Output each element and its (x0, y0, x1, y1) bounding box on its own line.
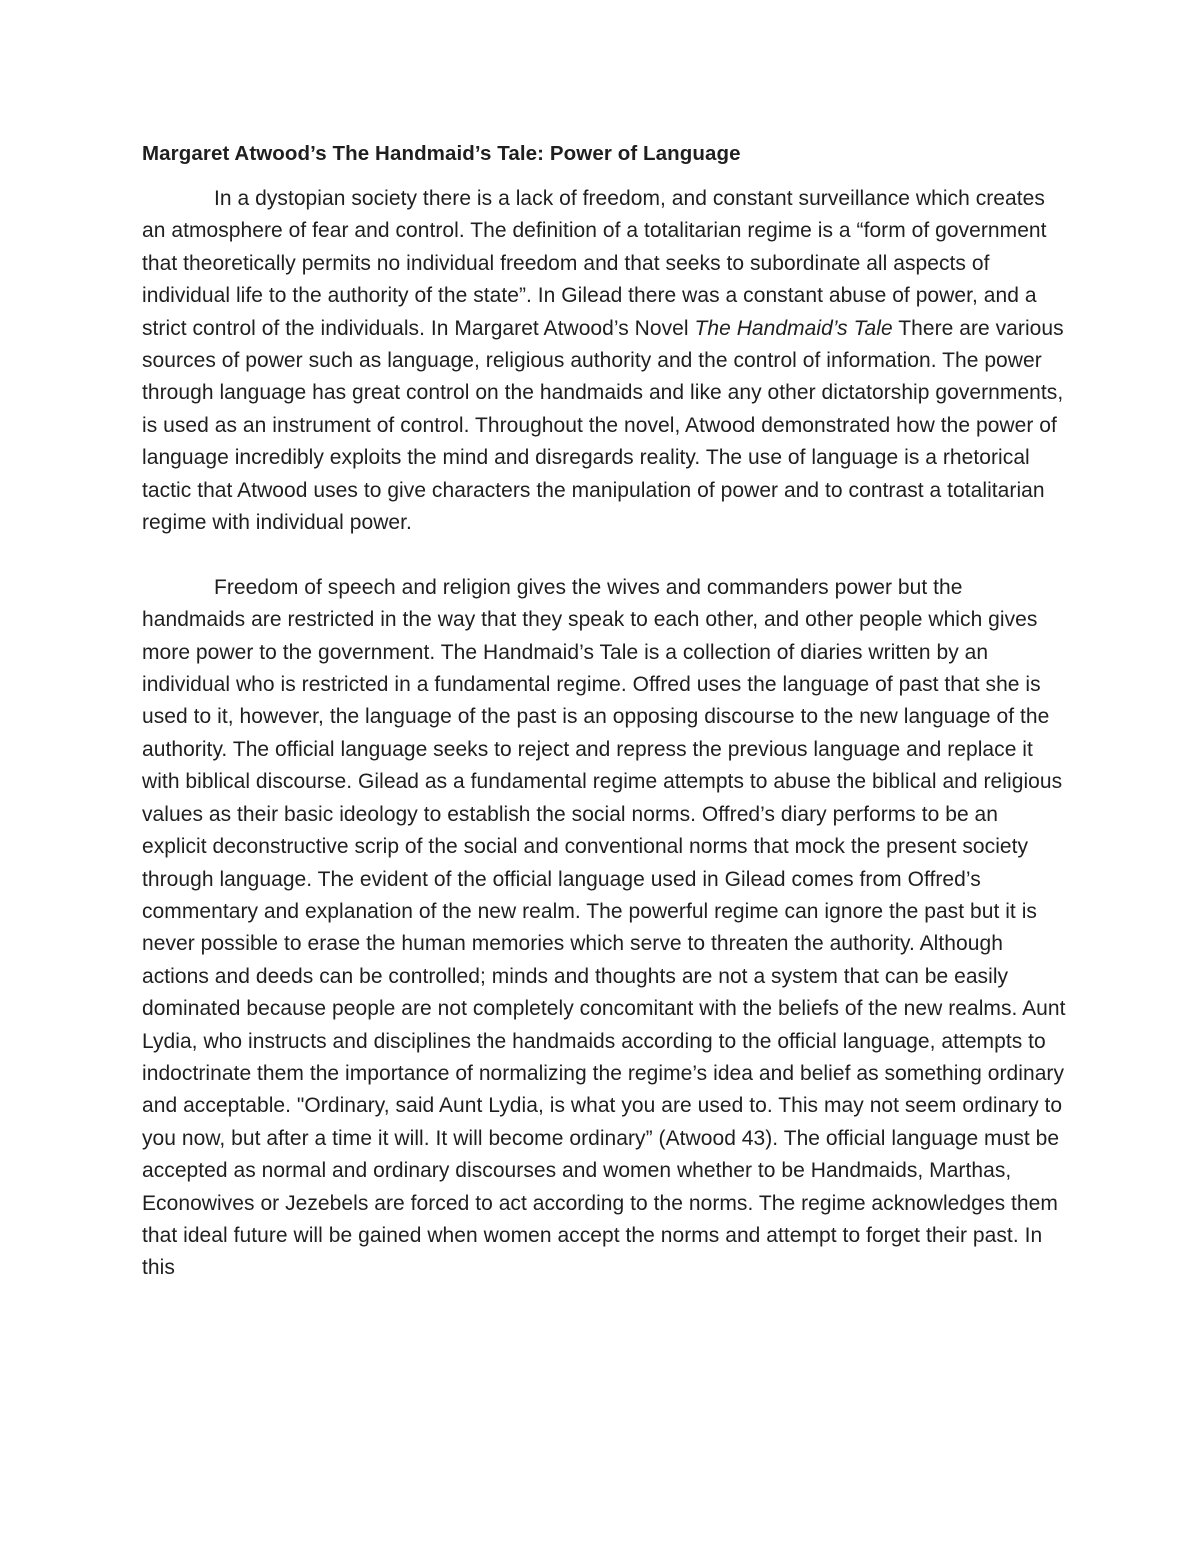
document-body (142, 138, 1067, 1285)
document-title: Margaret Atwood’s The Handmaid’s Tale: Power of Language (142, 142, 741, 165)
paragraph-1-text-end: There are various sources of power such as language, religious authority and the control of information. The power through language has great control on the handmaids and like any other dictatorship governments, is used as an instrument of control. Throughout the novel, Atwood demonstrated how the power of language incredibly exploits the mind and disregards reality. The use of language is a rhetorical tactic that Atwood uses to give characters the manipulation of power and to contrast a totalitarian regime with individual power. (142, 316, 1064, 535)
novel-title-italic: The Handmaid’s Tale (694, 316, 893, 340)
paragraph-1 (142, 183, 1067, 539)
paragraph-1-text-start: In a dystopian society there is a lack of freedom, and constant surveillance which creates an atmosphere of fear and control. The definition of a totalitarian regime is a “form of government that theoretically permits no individual freedom and that seeks to subordinate all aspects of individual life to the authority of the state”. In Gilead there was a constant abuse of power, and a strict control of the individuals. In Margaret Atwood’s Novel (142, 187, 1047, 340)
paragraph-2: Freedom of speech and religion gives the wives and commanders power but the handmaids are restricted in the way that they speak to each other, and other people which gives more power to the government. The Handmaid’s Tale is a collection of diaries written by an individual who is restricted in a fundamental regime. Offred uses the language of past that she is used to it, however, the language of the past is an opposing discourse to the new language of the authority. The official language seeks to reject and repress the previous language and replace it with biblical discourse. Gilead as a fundamental regime attempts to abuse the biblical and religious values as their basic ideology to establish the social norms. Offred’s diary performs to be an explicit deconstructive scrip of the social and conventional norms that mock the present society through language. The evident of the official language used in Gilead comes from Offred’s commentary and explanation of the new realm. The powerful regime can ignore the past but it is never possible to erase the human memories which serve to threaten the authority. Although actions and deeds can be controlled; minds and thoughts are not a system that can be easily dominated because people are not completely concomitant with the beliefs of the new realms. Aunt Lydia, who instructs and disciplines the handmaids according to the official language, attempts to indoctrinate them the importance of normalizing the regime’s idea and belief as something ordinary and acceptable. "Ordinary, said Aunt Lydia, is what you are used to. This may not seem ordinary to you now, but after a time it will. It will become ordinary” (Atwood 43). The official language must be accepted as normal and ordinary discourses and women whether to be Handmaids, Marthas, Econowives or Jezebels are forced to act according to the norms. The regime acknowledges them that ideal future will be gained when women accept the norms and attempt to forget their past. In this (142, 575, 1066, 1280)
